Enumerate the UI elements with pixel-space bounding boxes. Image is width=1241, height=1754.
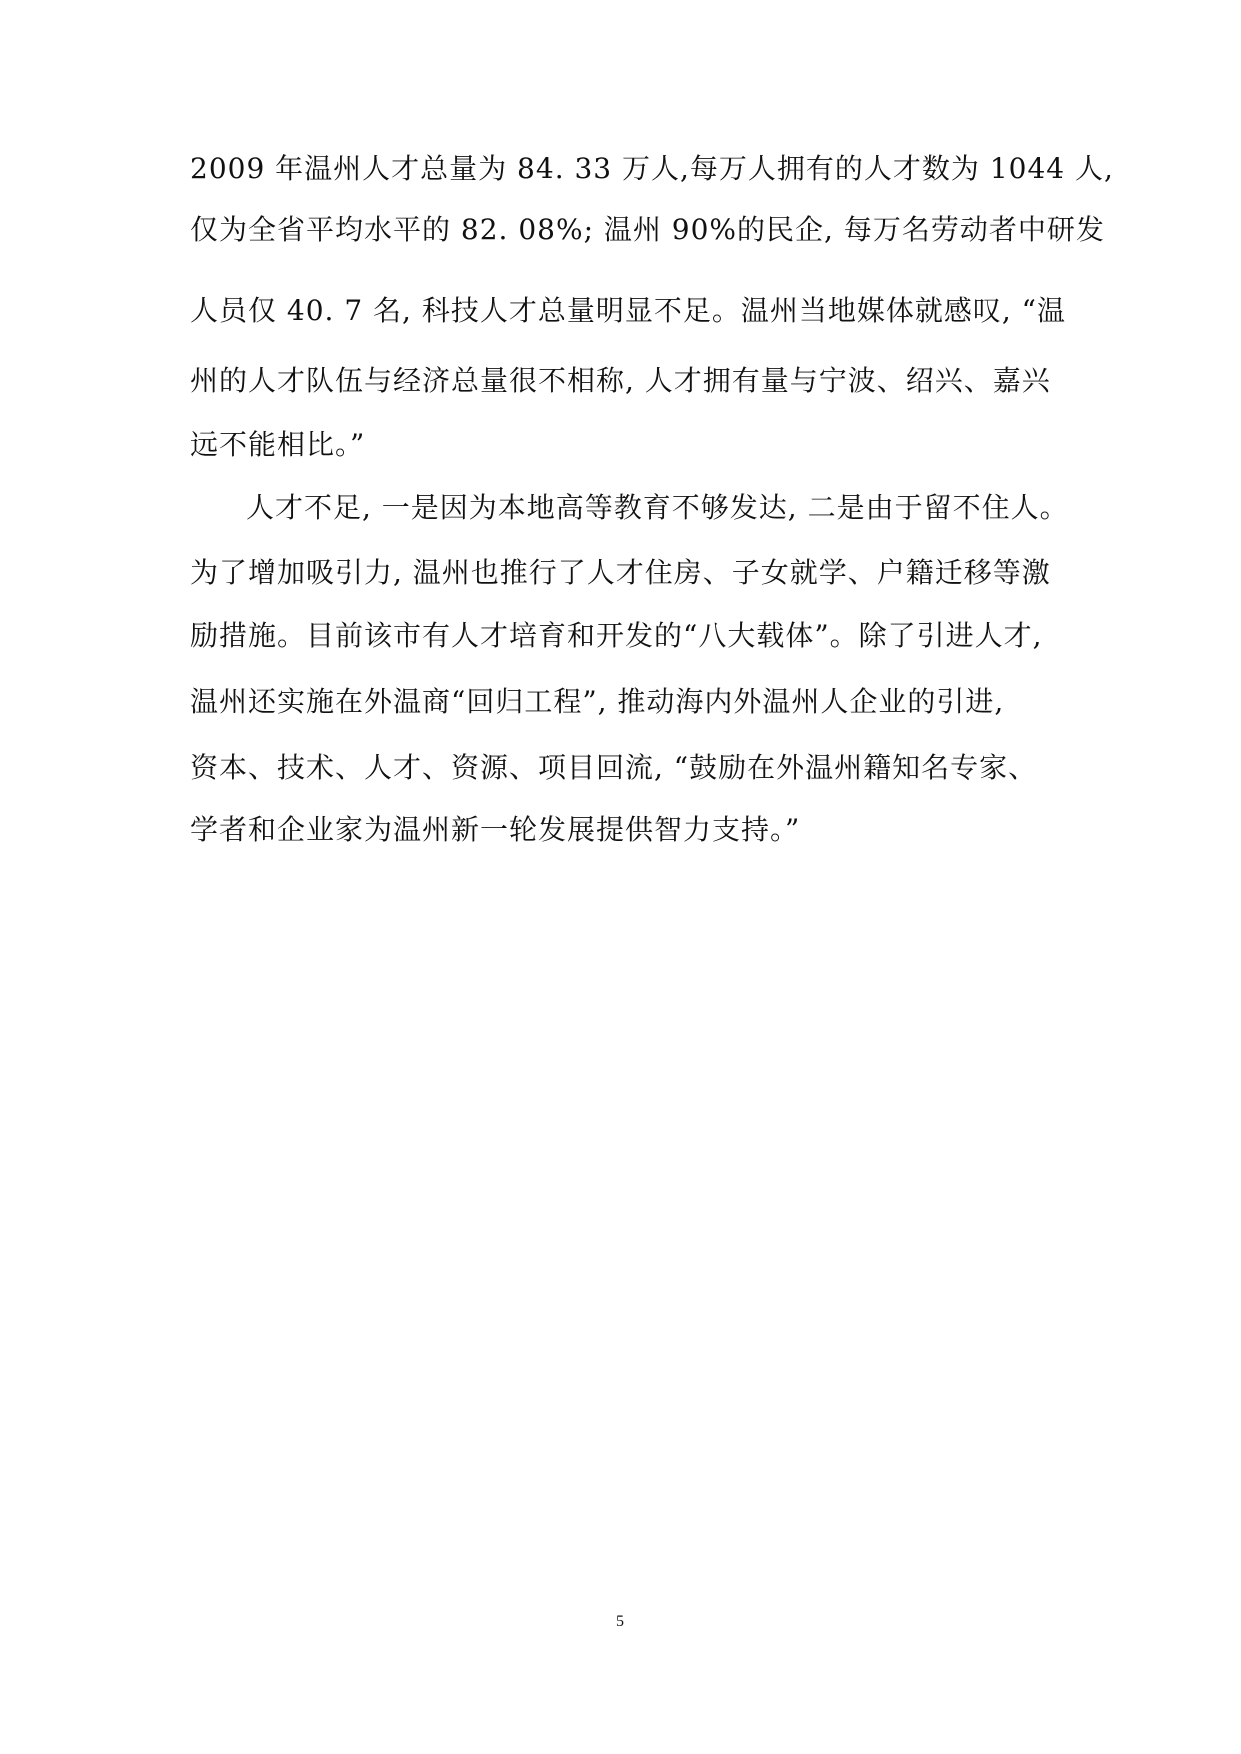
paragraph-2-line-5: 资本、技术、人才、资源、项目回流, “鼓励在外温州籍知名专家、	[190, 751, 1038, 784]
paragraph-2-line-3: 励措施。目前该市有人才培育和开发的“八大载体”。除了引进人才,	[190, 619, 1043, 652]
paragraph-1-line-3: 人员仅 40. 7 名, 科技人才总量明显不足。温州当地媒体就感叹, “温	[190, 294, 1066, 327]
paragraph-1-line-2: 仅为全省平均水平的 82. 08%; 温州 90%的民企, 每万名劳动者中研发	[190, 213, 1105, 246]
paragraph-2-line-4: 温州还实施在外温商“回归工程”, 推动海内外温州人企业的引进,	[190, 685, 1005, 718]
paragraph-2-line-6: 学者和企业家为温州新一轮发展提供智力支持。”	[190, 813, 801, 846]
paragraph-2-line-2: 为了增加吸引力, 温州也推行了人才住房、子女就学、户籍迁移等激	[190, 556, 1051, 589]
paragraph-2-line-1: 人才不足, 一是因为本地高等教育不够发达, 二是由于留不住人。	[246, 491, 1069, 524]
paragraph-1-line-4: 州的人才队伍与经济总量很不相称, 人才拥有量与宁波、绍兴、嘉兴	[190, 364, 1051, 397]
paragraph-1-line-5: 远不能相比。”	[190, 428, 366, 461]
paragraph-1-line-1: 2009 年温州人才总量为 84. 33 万人,每万人拥有的人才数为 1044 人,	[190, 152, 1114, 185]
page-number: 5	[616, 1613, 624, 1630]
